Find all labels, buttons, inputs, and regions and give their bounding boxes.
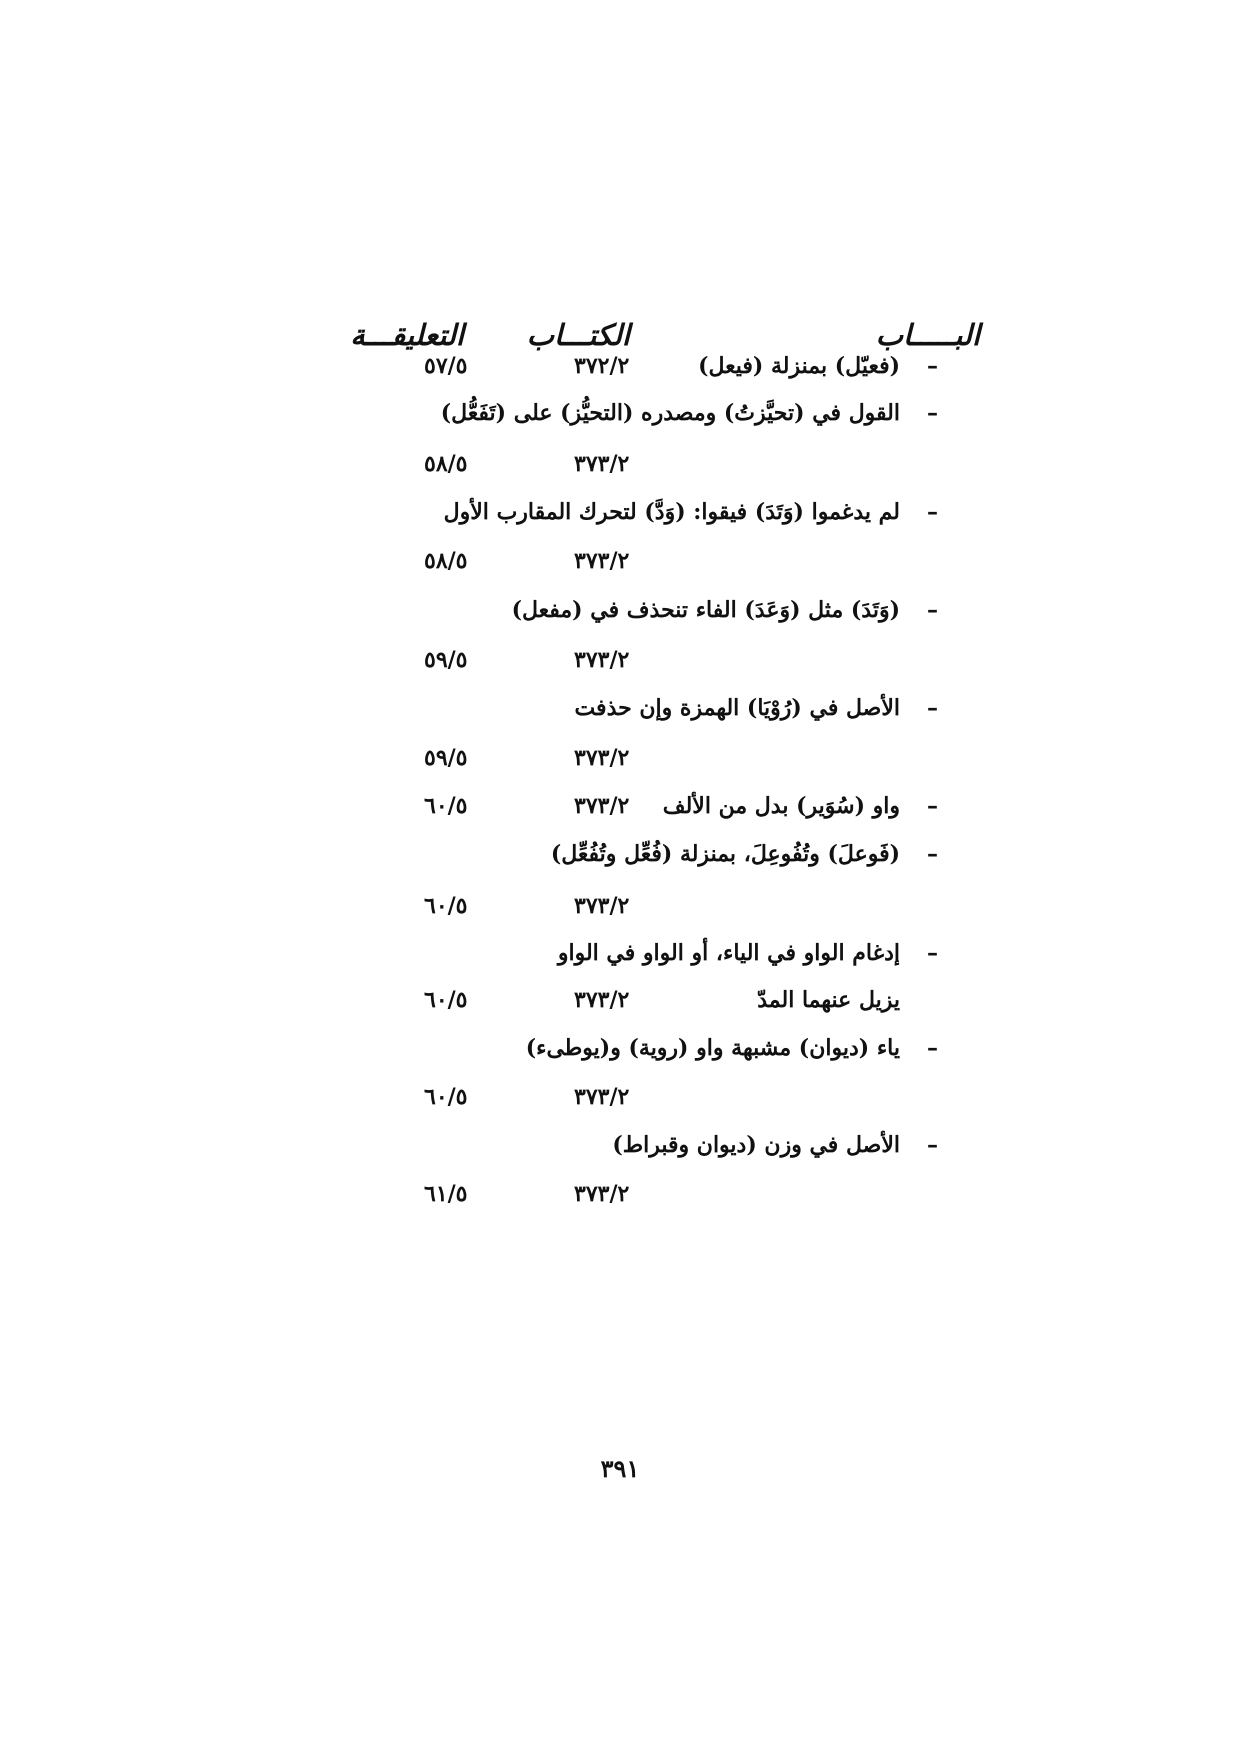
index-line: [0, 786, 1240, 826]
index-line: [0, 541, 1240, 581]
index-line: [0, 886, 1240, 926]
entry-dash: –: [927, 695, 938, 721]
header-chapter: البـــــاب: [875, 318, 980, 352]
entry-text: واو (سُوَير) بدل من الألف: [662, 793, 900, 819]
index-line: [0, 640, 1240, 680]
entry-text: (فعيّل) بمنزلة (فيعل): [698, 353, 900, 379]
book-ref: ٣٧٣/٢: [574, 1084, 630, 1110]
entry-dash: –: [927, 353, 938, 379]
index-line: [0, 590, 1240, 630]
book-ref: ٣٧٣/٢: [574, 745, 630, 771]
page-number: ٣٩١: [600, 1454, 640, 1483]
index-line: [0, 738, 1240, 778]
entry-dash: –: [927, 940, 938, 966]
entry-text: الأصل في (رُوْيَا) الهمزة وإن حذفت: [574, 695, 900, 721]
index-line: [0, 1125, 1240, 1165]
index-line: [0, 933, 1240, 973]
entry-text: (فَوعلَ) وتُفُوعِلَ، بمنزلة (فُعِّل وتُفُعِّل): [550, 841, 900, 867]
commentary-ref: ٥٨/٥: [424, 451, 468, 477]
entry-dash: –: [927, 793, 938, 819]
book-ref: ٣٧٣/٢: [574, 451, 630, 477]
entry-text: لم يدغموا (وَتَدَ) فيقوا: (وَدَّ) لتحرك المقارب الأول: [443, 499, 900, 525]
entry-dash: –: [927, 499, 938, 525]
entry-text: (وَتَدَ) مثل (وَعَدَ) الفاء تنحذف في (مفعل): [511, 597, 900, 623]
commentary-ref: ٦٠/٥: [424, 893, 468, 919]
book-ref: ٣٧٣/٢: [574, 548, 630, 574]
index-line: [0, 1077, 1240, 1117]
entry-dash: –: [927, 841, 938, 867]
commentary-ref: ٦٠/٥: [424, 1084, 468, 1110]
header-commentary: التعليقـــة: [350, 318, 464, 352]
index-line: [0, 492, 1240, 532]
entry-text: إدغام الواو في الياء، أو الواو في الواو: [557, 940, 900, 966]
entry-dash: –: [927, 400, 938, 426]
entry-text: يزيل عنهما المدّ: [757, 987, 900, 1013]
entry-dash: –: [927, 1132, 938, 1158]
commentary-ref: ٥٨/٥: [424, 548, 468, 574]
commentary-ref: ٥٩/٥: [424, 745, 468, 771]
index-line: [0, 688, 1240, 728]
commentary-ref: ٥٩/٥: [424, 647, 468, 673]
book-ref: ٣٧٣/٢: [574, 893, 630, 919]
book-ref: ٣٧٣/٢: [574, 793, 630, 819]
book-ref: ٣٧٢/٢: [574, 353, 630, 379]
index-line: [0, 1028, 1240, 1068]
index-line: [0, 444, 1240, 484]
entry-dash: –: [927, 1035, 938, 1061]
book-ref: ٣٧٣/٢: [574, 987, 630, 1013]
index-line: [0, 1174, 1240, 1214]
entry-text: ياء (ديوان) مشبهة واو (روية) و(يوطىء): [525, 1035, 900, 1061]
commentary-ref: ٥٧/٥: [424, 353, 468, 379]
index-line: [0, 346, 1240, 386]
entry-text: القول في (تحيَّزتُ) ومصدره (التحيُّز) على (تَفَعُّل): [440, 400, 900, 426]
commentary-ref: ٦٠/٥: [424, 987, 468, 1013]
index-line: [0, 980, 1240, 1020]
commentary-ref: ٦١/٥: [424, 1181, 468, 1207]
book-ref: ٣٧٣/٢: [574, 647, 630, 673]
entry-dash: –: [927, 597, 938, 623]
header-book: الكتـــاب: [526, 318, 630, 352]
book-ref: ٣٧٣/٢: [574, 1181, 630, 1207]
entry-text: الأصل في وزن (ديوان وقبراط): [612, 1132, 900, 1158]
index-line: [0, 834, 1240, 874]
commentary-ref: ٦٠/٥: [424, 793, 468, 819]
index-line: [0, 393, 1240, 433]
